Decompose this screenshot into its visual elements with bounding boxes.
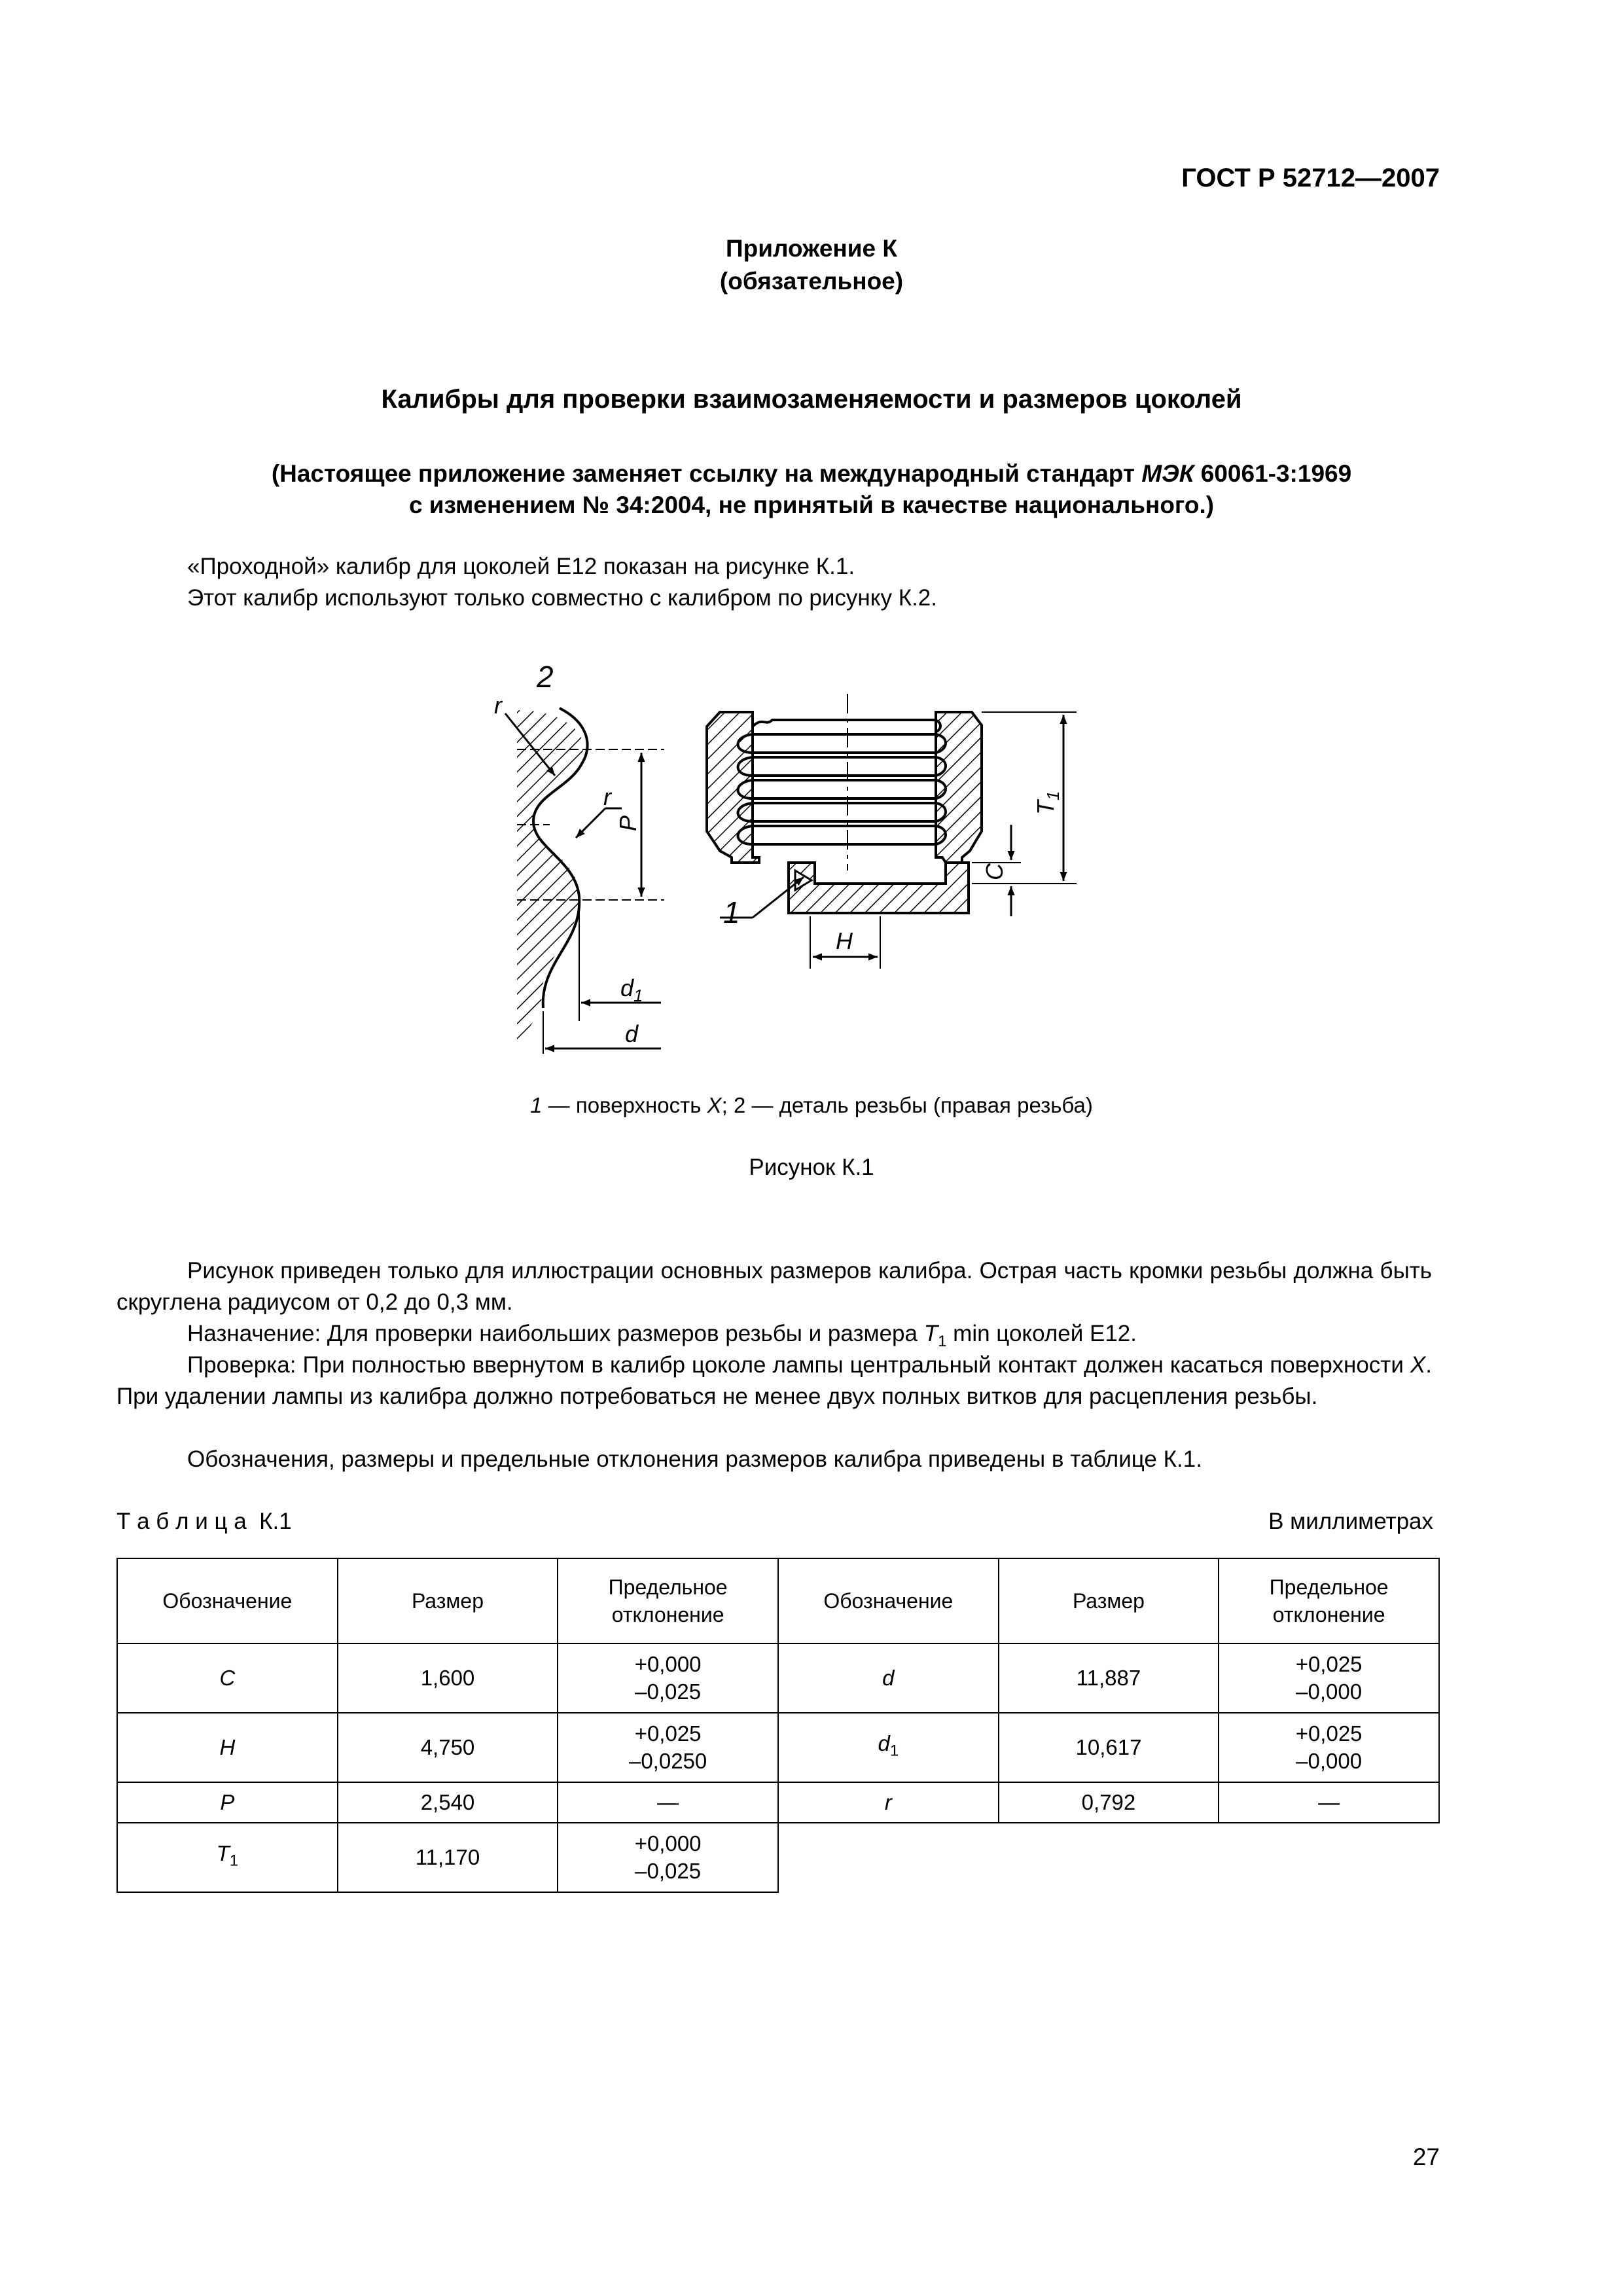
note-line-2: с изменением № 34:2004, не принятый в качестве национального.) (408, 492, 1215, 518)
designation-cell: H (117, 1713, 338, 1782)
label-H: H (836, 927, 853, 954)
contact-insert (789, 863, 969, 913)
designation-cell: r (778, 1782, 999, 1823)
intro-line-2: Этот калибр используют только совместно с калибром по рисунку К.2. (187, 585, 937, 611)
figure-caption: Рисунок К.1 (749, 1155, 874, 1180)
paragraph-1: Рисунок приведен только для иллюстрации основных размеров калибра. Острая часть кромки резьбы должна быть скруглена радиусом от 0,2 до 0,3 мм. (116, 1258, 1432, 1315)
figure-k1-drawing (445, 648, 1139, 1067)
size-cell: 2,540 (338, 1782, 558, 1823)
size-cell: 11,887 (999, 1643, 1219, 1713)
tolerance-cell: +0,025 –0,0250 (558, 1713, 778, 1782)
table-row (117, 1643, 1439, 1713)
thread-turns (738, 720, 946, 844)
header-tolerance-2: Предельное отклонение (1219, 1558, 1439, 1643)
thread-profile-detail (494, 660, 664, 1054)
page-number: 27 (1412, 2144, 1440, 2170)
paragraph-3: Проверка: При полностью ввернутом в калибр цоколе лампы центральный контакт должен касаться поверхности X. При удалении лампы из калибра должно потребоваться не менее двух полных витков для расцепления резьбы. (116, 1352, 1432, 1409)
appendix-title (0, 232, 1623, 298)
label-1: 1 (723, 895, 740, 929)
designation-cell: d (778, 1643, 999, 1713)
header-designation-1: Обозначение (117, 1558, 338, 1643)
tolerance-cell: — (1219, 1782, 1439, 1823)
label-r-mid: r (603, 783, 611, 810)
table-header-row (117, 1558, 1439, 1643)
section-heading: Калибры для проверки взаимозаменяемости и размеров цоколей (381, 385, 1242, 414)
label-r-top: r (494, 692, 502, 719)
tolerance-cell: — (558, 1782, 778, 1823)
appendix-label: Приложение К (726, 235, 897, 262)
figure-legend: 1 — поверхность X; 2 — деталь резьбы (правая резьба) (530, 1093, 1093, 1117)
paragraph-2: Назначение: Для проверки наибольших размеров резьбы и размера $T_1$ min цоколей E12. (187, 1321, 1137, 1350)
designation-cell: C (117, 1643, 338, 1713)
header-designation-2: Обозначение (778, 1558, 999, 1643)
size-cell: 11,170 (338, 1823, 558, 1892)
tolerance-cell: +0,000 –0,025 (558, 1823, 778, 1892)
tolerance-cell: +0,025 –0,000 (1219, 1713, 1439, 1782)
header-size-1: Размер (338, 1558, 558, 1643)
tolerance-cell: +0,025 –0,000 (1219, 1643, 1439, 1713)
note-line-1: (Настоящее приложение заменяет ссылку на международный стандарт МЭК 60061-3:1969 (271, 460, 1352, 487)
tolerance-cell: +0,000 –0,025 (558, 1643, 778, 1713)
label-C: C (981, 863, 1008, 880)
size-cell: 10,617 (999, 1713, 1219, 1782)
size-cell: 4,750 (338, 1713, 558, 1782)
label-d: d (625, 1020, 639, 1047)
table-label: Т а б л и ц а К.1 (116, 1509, 292, 1534)
designation-cell: $T_1$ (117, 1823, 338, 1892)
table-row (117, 1823, 1439, 1892)
table-row (117, 1713, 1439, 1782)
size-cell: 0,792 (999, 1782, 1219, 1823)
table-k1 (116, 1558, 1440, 1893)
designation-cell: P (117, 1782, 338, 1823)
header-tolerance-1: Предельное отклонение (558, 1558, 778, 1643)
header-size-2: Размер (999, 1558, 1219, 1643)
document-id: ГОСТ Р 52712—2007 (1181, 164, 1440, 192)
table-row (117, 1782, 1439, 1823)
appendix-type: (обязательное) (719, 268, 904, 295)
intro-text (187, 551, 937, 614)
replacement-note (0, 458, 1623, 521)
label-d1: $d_1$ (620, 975, 643, 1005)
label-P: P (615, 815, 641, 831)
gauge-section (707, 694, 1077, 969)
designation-cell: $d_1$ (778, 1713, 999, 1782)
size-cell: 1,600 (338, 1643, 558, 1713)
intro-line-1: «Проходной» калибр для цоколей E12 показан на рисунке К.1. (187, 554, 855, 579)
label-2: 2 (537, 660, 554, 694)
table-units: В миллиметрах (1268, 1509, 1433, 1534)
label-T1: $T_1$ (1032, 791, 1063, 815)
paragraph-4: Обозначения, размеры и предельные отклонения размеров калибра приведены в таблице К.1. (187, 1446, 1202, 1472)
